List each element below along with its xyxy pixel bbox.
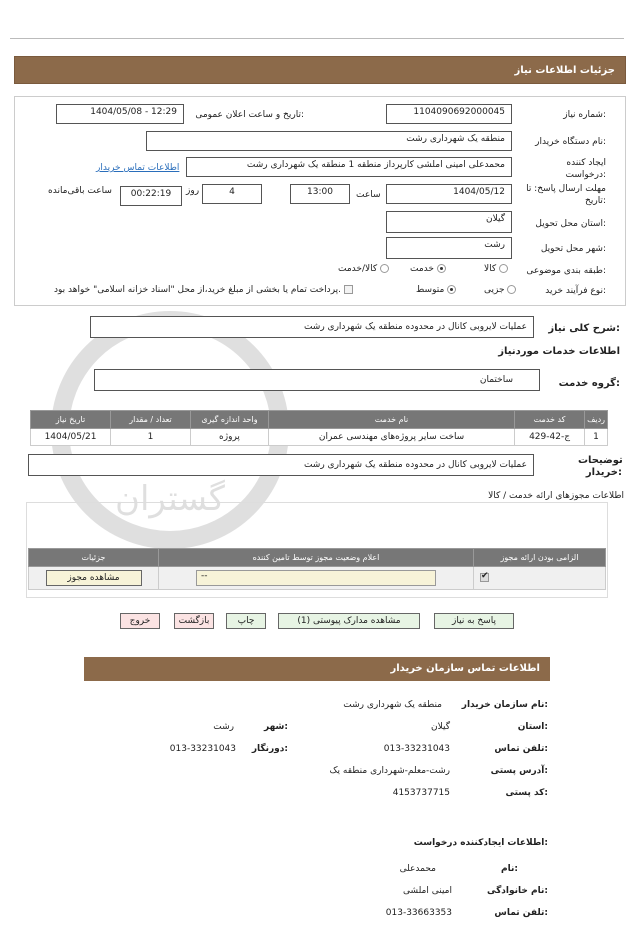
cell-row: 1: [585, 429, 608, 446]
cell-unit: پروژه: [191, 429, 269, 446]
category-label: طبقه بندی موضوعی:: [526, 266, 606, 276]
cell-permit-status: [159, 567, 474, 590]
col-permit-details: جزئیات: [29, 549, 159, 567]
table-row: [31, 429, 608, 446]
services-title: اطلاعات خدمات موردنیاز: [498, 346, 620, 357]
creator-field: محمدعلی امینی املشی کارپرداز منطقه 1 منطقه یک شهرداری رشت: [186, 157, 512, 177]
attachments-button[interactable]: مشاهده مدارک پیوستی (1): [278, 613, 420, 629]
summary-field: عملیات لایروبی کانال در محدوده منطقه یک شهرداری رشت: [90, 316, 534, 338]
creator-family-label: نام خانوادگی:: [486, 886, 548, 896]
category-option-both-label: کالا/خدمت: [338, 264, 378, 274]
creator-contact-title: اطلاعات ایجادکننده درخواست:: [413, 838, 548, 848]
col-permit-required: الزامی بودن ارائه مجوز: [474, 549, 606, 567]
contact-phone-label: تلفن تماس:: [494, 744, 548, 754]
buyer-org-field: منطقه یک شهرداری رشت: [146, 131, 512, 151]
service-group-value: ساختمان: [479, 375, 513, 385]
permits-table: [28, 548, 606, 590]
creator-phone-value: 013-33663353: [385, 908, 452, 918]
radio-icon[interactable]: [499, 264, 508, 273]
contact-info-link[interactable]: اطلاعات تماس خریدار: [96, 163, 180, 173]
exit-button[interactable]: خروج: [120, 613, 160, 629]
contact-province-label: استان:: [517, 722, 548, 732]
col-date: تاریخ نیاز: [31, 411, 111, 429]
watermark-text: گستران: [115, 479, 225, 519]
contact-phone-value: 013-33231043: [383, 744, 450, 754]
permits-title: اطلاعات مجوزهای ارائه خدمت / کالا: [488, 491, 624, 501]
province-field: گیلان: [386, 211, 512, 233]
page-header: [14, 56, 626, 84]
category-option-both[interactable]: [338, 264, 389, 274]
deadline-time-field: 13:00: [290, 184, 350, 204]
permit-status-field: --: [196, 570, 436, 586]
announce-field: 1404/05/08 - 12:29: [56, 104, 184, 124]
buyer-notes-label: توضیحات خریدار:: [578, 455, 623, 478]
service-group-label: گروه خدمت:: [558, 378, 620, 389]
remaining-time-field: 00:22:19: [120, 186, 182, 206]
process-option-minor[interactable]: [484, 285, 516, 295]
payment-note-text: پرداخت تمام یا بخشی از مبلغ خرید،از محل "اسناد خزانه اسلامی" خواهد بود.: [54, 285, 342, 295]
deadline-time-label: ساعت: [356, 190, 381, 200]
summary-label: شرح کلی نیاز:: [548, 323, 620, 334]
reply-button[interactable]: پاسخ به نیاز: [434, 613, 514, 629]
radio-icon[interactable]: [380, 264, 389, 273]
city-field: رشت: [386, 237, 512, 259]
days-field: 4: [202, 184, 262, 204]
col-row: ردیف: [585, 411, 608, 429]
cell-permit-details: [29, 567, 159, 590]
page-title: جزئیات اطلاعات نیاز: [514, 65, 615, 76]
buyer-notes-field: عملیات لایروبی کانال در محدوده منطقه یک شهرداری رشت: [28, 454, 534, 476]
process-label: نوع فرآیند خرید:: [545, 286, 606, 296]
contact-city-label: شهر:: [264, 722, 288, 732]
contact-fax-value: 013-33231043: [169, 744, 236, 754]
process-option-medium-label: متوسط: [416, 285, 445, 295]
top-divider: [10, 38, 624, 39]
buyer-org-label: نام دستگاه خریدار:: [535, 137, 606, 147]
payment-note: [54, 285, 353, 295]
buyer-contact-title: اطلاعات تماس سازمان خریدار: [390, 663, 540, 674]
category-option-service-label: خدمت: [410, 264, 434, 274]
process-option-medium[interactable]: [416, 285, 456, 295]
contact-address-label: آدرس پستی:: [490, 766, 548, 776]
service-group-field: [94, 369, 540, 391]
col-name: نام خدمت: [269, 411, 515, 429]
creator-phone-label: تلفن تماس:: [494, 908, 548, 918]
contact-city-value: رشت: [213, 722, 234, 732]
city-label: شهر محل تحویل:: [540, 244, 606, 254]
creator-name-label: نام:: [501, 864, 518, 874]
table-row: [29, 567, 606, 590]
cell-qty: 1: [111, 429, 191, 446]
col-unit: واحد اندازه گیری: [191, 411, 269, 429]
category-option-service[interactable]: [410, 264, 446, 274]
days-label: روز: [186, 186, 200, 196]
cell-permit-required: [474, 567, 606, 590]
province-label: استان محل تحویل:: [535, 219, 606, 229]
deadline-label: مهلت ارسال پاسخ: تا تاریخ:: [526, 184, 606, 206]
radio-selected-icon[interactable]: [437, 264, 446, 273]
contact-postal-label: کد پستی:: [505, 788, 548, 798]
permits-table-header: [29, 549, 606, 567]
creator-name-value: محمدعلی: [399, 864, 436, 874]
remaining-time-label: ساعت باقی‌مانده: [48, 186, 112, 196]
col-code: کد خدمت: [515, 411, 585, 429]
need-number-label: شماره نیاز:: [563, 110, 606, 120]
contact-province-value: گیلان: [431, 722, 450, 732]
category-option-goods[interactable]: [484, 264, 508, 274]
need-number-field: 1104090692000045: [386, 104, 512, 124]
payment-checkbox[interactable]: [344, 285, 353, 294]
contact-org-label: نام سازمان خریدار:: [461, 700, 548, 710]
required-checkbox: [480, 573, 489, 582]
view-permit-button[interactable]: مشاهده مجوز: [46, 570, 142, 586]
radio-selected-icon[interactable]: [447, 285, 456, 294]
contact-address-value: رشت-معلم-شهرداری منطقه یک: [329, 766, 450, 776]
items-table: [30, 410, 608, 446]
contact-postal-value: 4153737715: [392, 788, 450, 798]
announce-label: تاریخ و ساعت اعلان عمومی:: [195, 110, 304, 120]
buyer-contact-header: [84, 657, 550, 681]
items-table-header: [31, 411, 608, 429]
process-option-minor-label: جزیی: [484, 285, 505, 295]
contact-fax-label: دورنگار:: [251, 744, 288, 754]
col-qty: تعداد / مقدار: [111, 411, 191, 429]
cell-name: ساخت سایر پروژه‌های مهندسی عمران: [269, 429, 515, 446]
creator-family-value: امینی املشی: [403, 886, 452, 896]
contact-org-value: منطقه یک شهرداری رشت: [343, 700, 442, 710]
cell-code: ج-42-429: [515, 429, 585, 446]
back-button[interactable]: بازگشت: [174, 613, 214, 629]
creator-label: ایجاد کننده درخواست:: [565, 158, 606, 180]
col-permit-status: اعلام وضعیت مجوز توسط تامین کننده: [159, 549, 474, 567]
radio-icon[interactable]: [507, 285, 516, 294]
cell-date: 1404/05/21: [31, 429, 111, 446]
category-option-goods-label: کالا: [484, 264, 497, 274]
deadline-date-field: 1404/05/12: [386, 184, 512, 204]
check-icon: ✔: [481, 571, 489, 581]
print-button[interactable]: چاپ: [226, 613, 266, 629]
